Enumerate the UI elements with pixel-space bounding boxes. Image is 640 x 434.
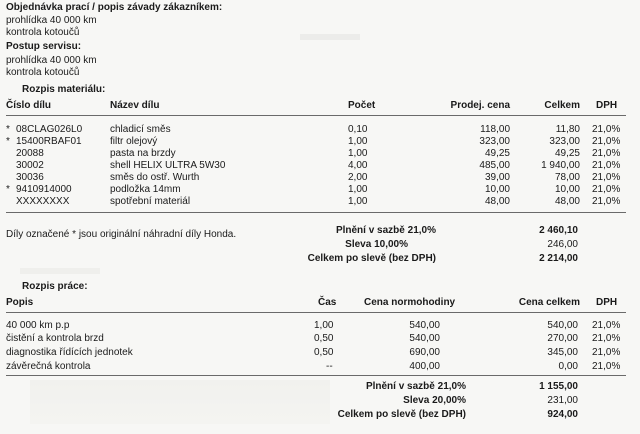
materials-header-part-no: Číslo dílu bbox=[6, 100, 51, 111]
materials-footer-divider bbox=[6, 212, 626, 213]
material-vat: 21,0% bbox=[592, 172, 621, 183]
material-total: 10,00 bbox=[554, 184, 580, 195]
materials-sum-value: 2 460,10 bbox=[539, 225, 578, 236]
material-part-no: 15400RBAF01 bbox=[16, 136, 82, 147]
material-vat: 21,0% bbox=[592, 136, 621, 147]
materials-note: Díly označené * jsou originální náhradní díly Honda. bbox=[6, 229, 237, 240]
labor-sum-label: Plnění v sazbě 21,0% bbox=[365, 381, 466, 392]
material-total: 48,00 bbox=[554, 196, 580, 207]
material-name: pasta na brzdy bbox=[110, 148, 176, 159]
material-part-no: 30002 bbox=[16, 160, 44, 171]
labor-title: Rozpis práce: bbox=[22, 281, 88, 292]
labor-total: 345,00 bbox=[547, 347, 578, 358]
material-name: shell HELIX ULTRA 5W30 bbox=[110, 160, 226, 171]
material-qty: 0,10 bbox=[348, 124, 368, 135]
material-qty: 1,00 bbox=[348, 148, 368, 159]
labor-total: 270,00 bbox=[547, 333, 578, 344]
material-qty: 2,00 bbox=[348, 172, 368, 183]
order-title: Objednávka prací / popis závady zákazníkem: bbox=[6, 2, 223, 13]
labor-time: -- bbox=[326, 361, 333, 372]
labor-vat: 21,0% bbox=[592, 347, 621, 358]
labor-header-total: Cena celkem bbox=[518, 297, 580, 308]
labor-after-discount-value: 924,00 bbox=[547, 409, 578, 420]
material-unit-price: 49,25 bbox=[484, 148, 510, 159]
materials-header-unit-price: Prodej. cena bbox=[450, 100, 510, 111]
material-qty: 1,00 bbox=[348, 196, 368, 207]
labor-discount-value: 231,00 bbox=[547, 395, 578, 406]
labor-vat: 21,0% bbox=[592, 361, 621, 372]
order-line: kontrola kotoučů bbox=[6, 27, 80, 38]
material-total: 78,00 bbox=[554, 172, 580, 183]
labor-desc: závěrečná kontrola bbox=[6, 361, 91, 372]
material-name: podložka 14mm bbox=[110, 184, 181, 195]
material-unit-price: 10,00 bbox=[484, 184, 510, 195]
labor-rate: 540,00 bbox=[409, 333, 440, 344]
material-name: filtr olejový bbox=[110, 136, 158, 147]
labor-desc: čistění a kontrola brzd bbox=[6, 333, 104, 344]
labor-header-divider bbox=[6, 312, 626, 313]
labor-time: 1,00 bbox=[314, 320, 334, 331]
labor-footer-divider bbox=[6, 375, 626, 376]
materials-header-qty: Počet bbox=[348, 100, 376, 111]
materials-after-discount-label: Celkem po slevě (bez DPH) bbox=[307, 253, 436, 264]
material-qty: 1,00 bbox=[348, 184, 368, 195]
material-part-no: 20088 bbox=[16, 148, 44, 159]
material-unit-price: 39,00 bbox=[484, 172, 510, 183]
service-line: kontrola kotoučů bbox=[6, 67, 80, 78]
materials-header-vat: DPH bbox=[596, 100, 618, 111]
labor-after-discount-label: Celkem po slevě (bez DPH) bbox=[337, 409, 466, 420]
labor-desc: diagnostika řídících jednotek bbox=[6, 347, 133, 358]
material-part-no: 9410914000 bbox=[16, 184, 72, 195]
labor-vat: 21,0% bbox=[592, 320, 621, 331]
materials-header-total: Celkem bbox=[544, 100, 580, 111]
service-line: prohlídka 40 000 km bbox=[6, 55, 97, 66]
labor-discount-label: Sleva 20,00% bbox=[403, 395, 466, 406]
material-total: 1 940,00 bbox=[541, 160, 580, 171]
material-part-no: 30036 bbox=[16, 172, 44, 183]
labor-header-rate: Cena normohodiny bbox=[364, 297, 456, 308]
materials-header-divider bbox=[6, 115, 626, 116]
material-name: směs do ostř. Wurth bbox=[110, 172, 200, 183]
material-qty: 4,00 bbox=[348, 160, 368, 171]
material-vat: 21,0% bbox=[592, 160, 621, 171]
material-part-no: XXXXXXXX bbox=[16, 196, 70, 207]
material-unit-price: 323,00 bbox=[479, 136, 510, 147]
labor-header-vat: DPH bbox=[596, 297, 618, 308]
labor-header-time: Čas bbox=[318, 297, 337, 308]
labor-rate: 400,00 bbox=[409, 361, 440, 372]
labor-time: 0,50 bbox=[314, 347, 334, 358]
bleed-through-mark bbox=[20, 268, 100, 274]
material-mark: * bbox=[6, 124, 10, 135]
materials-discount-value: 246,00 bbox=[547, 239, 578, 250]
material-total: 323,00 bbox=[549, 136, 580, 147]
material-unit-price: 118,00 bbox=[480, 124, 510, 135]
labor-header-desc: Popis bbox=[6, 297, 34, 308]
labor-total: 540,00 bbox=[547, 320, 578, 331]
material-vat: 21,0% bbox=[592, 196, 621, 207]
material-unit-price: 48,00 bbox=[484, 196, 510, 207]
material-total: 49,25 bbox=[554, 148, 580, 159]
service-title: Postup servisu: bbox=[6, 41, 82, 52]
material-unit-price: 485,00 bbox=[479, 160, 510, 171]
labor-desc: 40 000 km p.p bbox=[6, 320, 70, 331]
material-qty: 1,00 bbox=[348, 136, 368, 147]
materials-sum-label: Plnění v sazbě 21,0% bbox=[335, 225, 436, 236]
material-mark: * bbox=[6, 136, 10, 147]
materials-discount-label: Sleva 10,00% bbox=[345, 239, 408, 250]
materials-header-name: Název dílu bbox=[110, 100, 160, 111]
bleed-through-mark bbox=[300, 34, 360, 40]
material-name: spotřební materiál bbox=[110, 196, 191, 207]
order-line: prohlídka 40 000 km bbox=[6, 15, 97, 26]
material-total: 11,80 bbox=[555, 124, 580, 135]
labor-sum-value: 1 155,00 bbox=[539, 381, 578, 392]
materials-title: Rozpis materiálu: bbox=[22, 84, 106, 95]
labor-rate: 690,00 bbox=[409, 347, 440, 358]
material-mark: * bbox=[6, 184, 10, 195]
materials-after-discount-value: 2 214,00 bbox=[539, 253, 578, 264]
material-vat: 21,0% bbox=[592, 148, 621, 159]
material-part-no: 08CLAG026L0 bbox=[16, 124, 83, 135]
labor-rate: 540,00 bbox=[409, 320, 440, 331]
material-name: chladicí směs bbox=[110, 124, 171, 135]
labor-total: 0,00 bbox=[558, 361, 578, 372]
material-vat: 21,0% bbox=[592, 184, 621, 195]
material-vat: 21,0% bbox=[592, 124, 621, 135]
labor-time: 0,50 bbox=[314, 333, 334, 344]
labor-vat: 21,0% bbox=[592, 333, 621, 344]
